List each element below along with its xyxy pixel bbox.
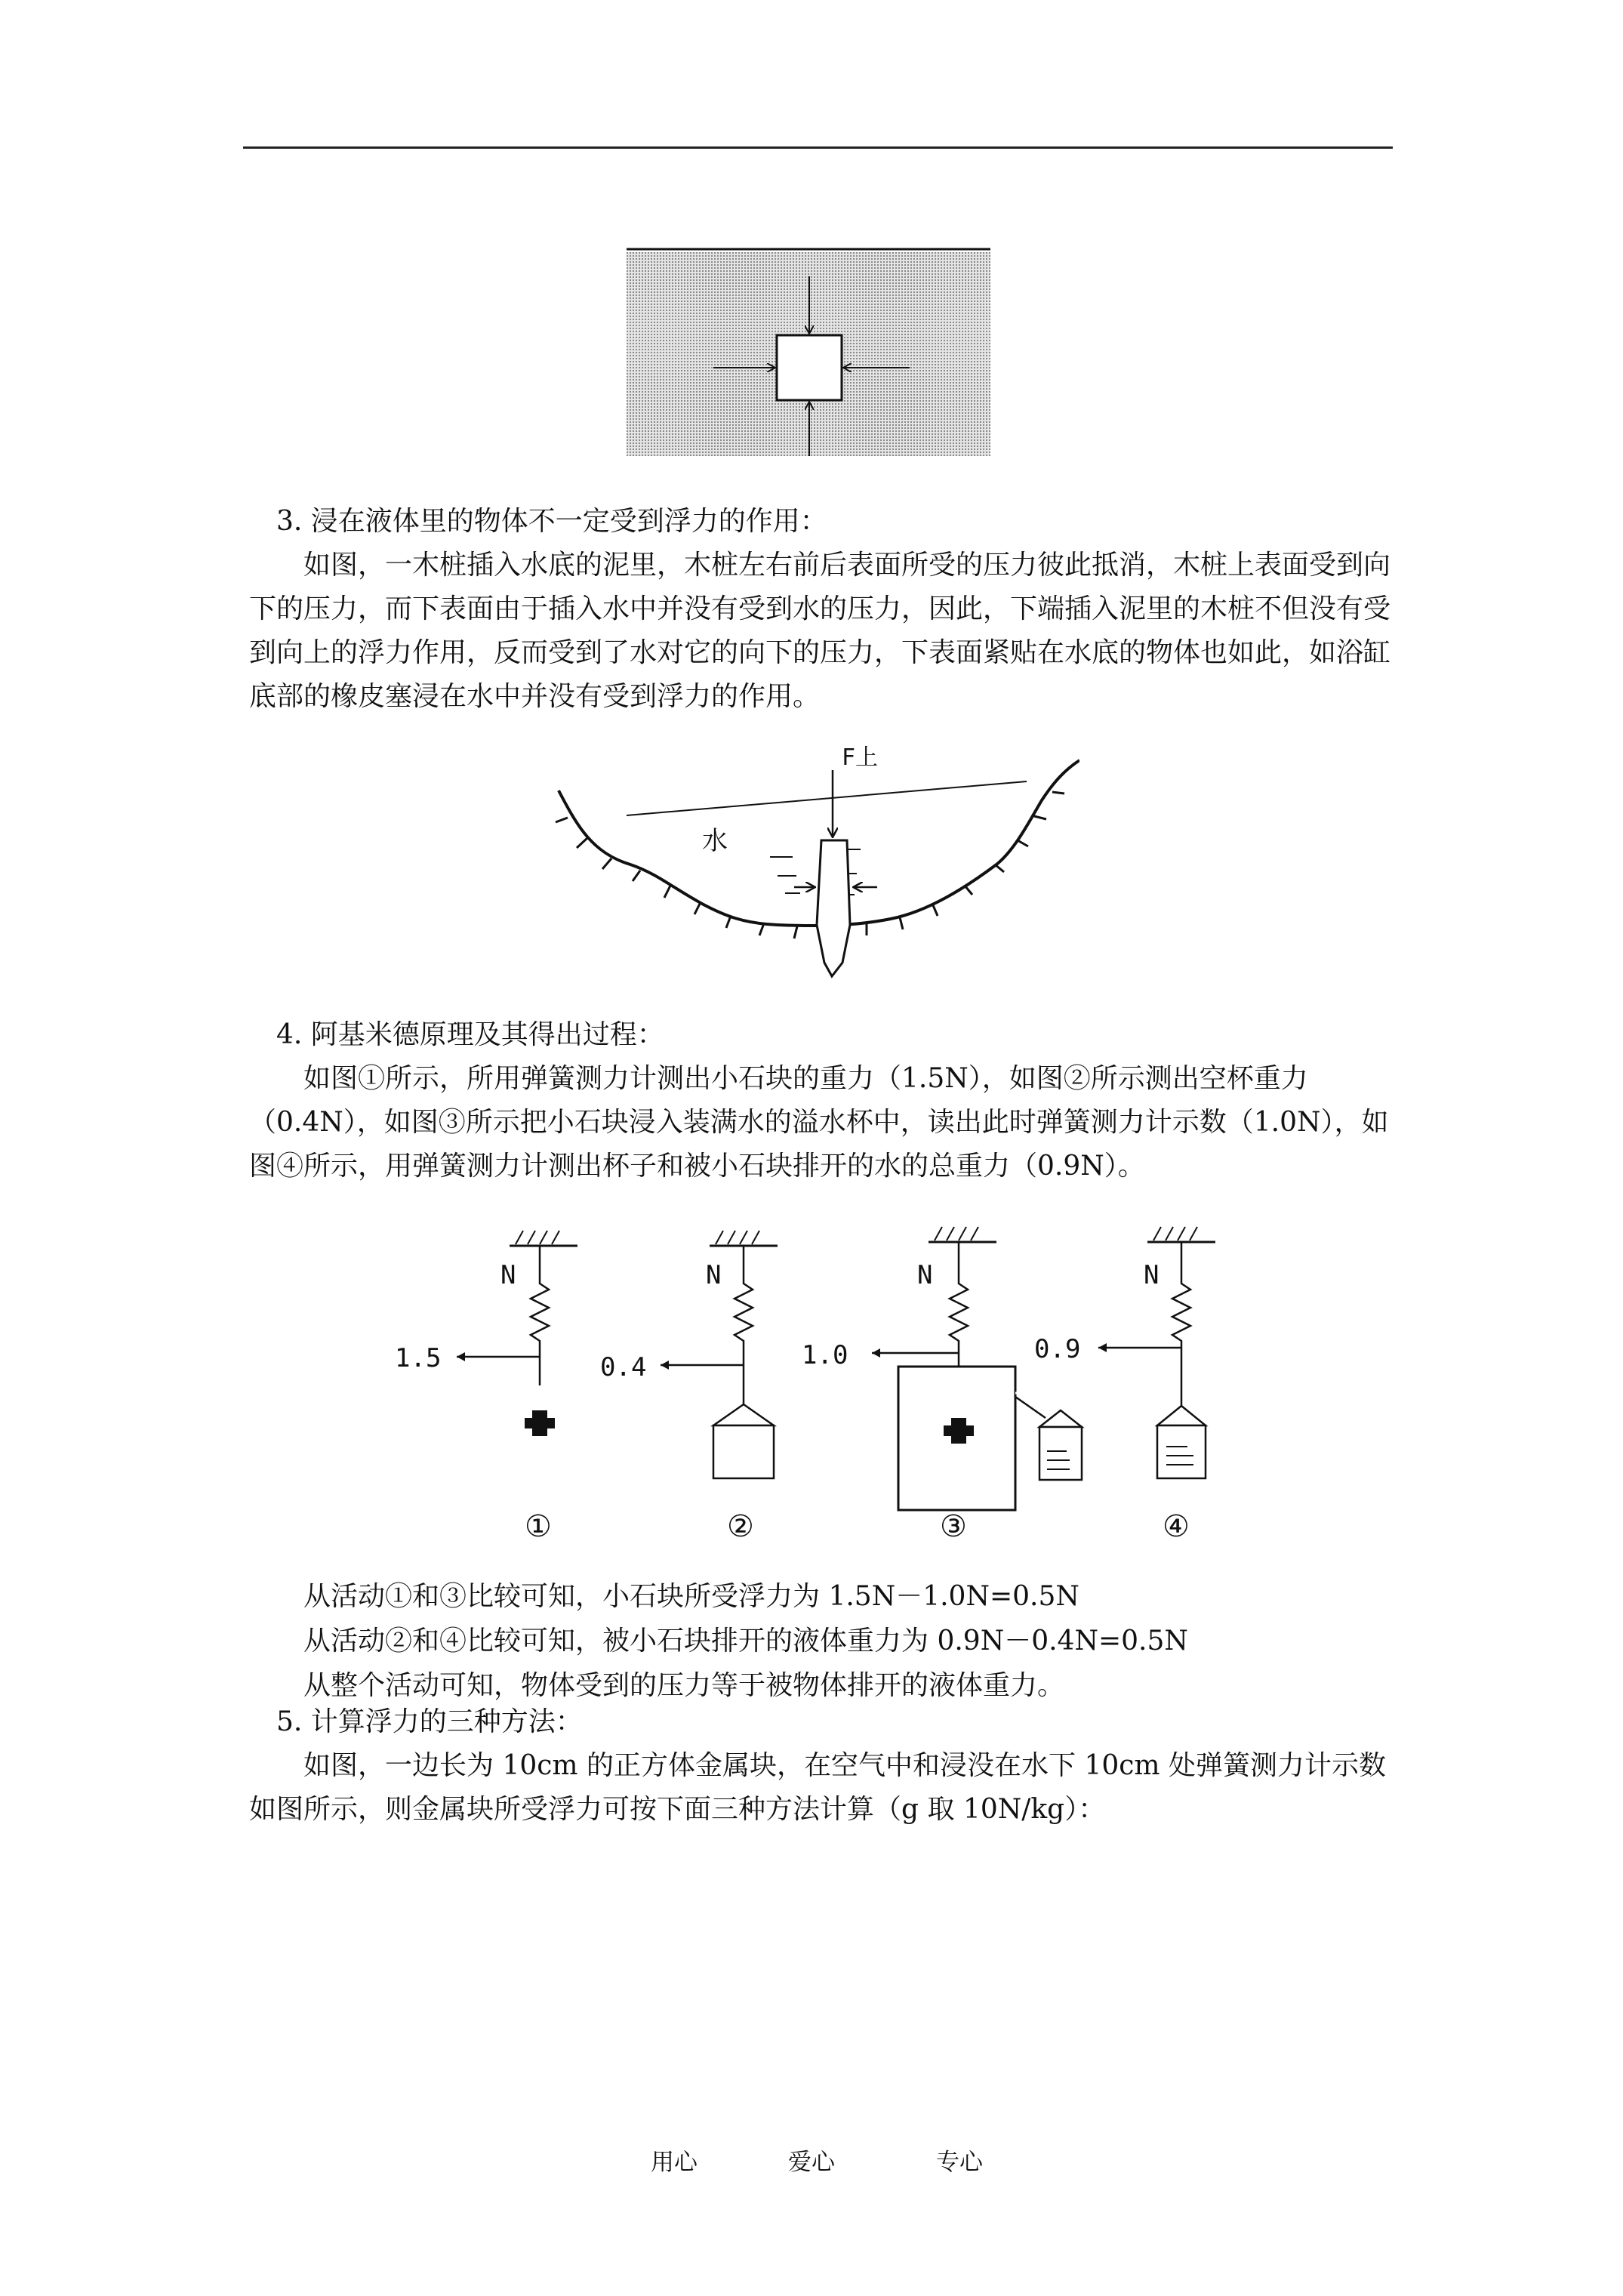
section4-body: 如图①所示，所用弹簧测力计测出小石块的重力（1.5N），如图②所示测出空杯重力（0.4N），如图③所示把小石块浸入装满水的溢水杯中，读出此时弹簧测力计示数（1.0N），如图④所示，用弹簧测力计测出杯子和被小石块排开的水的总重力（0.9N）。 bbox=[249, 1063, 1389, 1182]
reading-label: 1.0 bbox=[802, 1340, 848, 1370]
conclusion-1: 从活动①和③比较可知，小石块所受浮力为 1.5N－1.0N=0.5N bbox=[303, 1581, 1079, 1612]
empty-cup bbox=[713, 1425, 774, 1478]
section3-heading: 3. 浸在液体里的物体不一定受到浮力的作用： bbox=[276, 506, 827, 537]
spring-panel-1 bbox=[395, 1231, 577, 1544]
section3 bbox=[249, 500, 1397, 719]
footer-left: 用心 bbox=[651, 2149, 698, 2176]
spring-scale-figure bbox=[381, 1208, 1264, 1563]
section5-heading: 5. 计算浮力的三种方法： bbox=[276, 1706, 583, 1737]
panel-number: ① bbox=[525, 1509, 552, 1544]
stone bbox=[525, 1410, 555, 1436]
footer-middle: 爱心 bbox=[788, 2149, 835, 2176]
catch-cup bbox=[1039, 1427, 1082, 1480]
panel-number: ④ bbox=[1163, 1509, 1190, 1544]
water-surface bbox=[627, 781, 1027, 815]
spring-panel-4 bbox=[1034, 1227, 1215, 1544]
header-rule bbox=[243, 146, 1393, 149]
panel-number: ② bbox=[727, 1509, 754, 1544]
conclusion-3: 从整个活动可知，物体受到的压力等于被物体排开的液体重力。 bbox=[303, 1670, 1065, 1701]
panel-number: ③ bbox=[940, 1509, 967, 1544]
section5-body: 如图，一边长为 10cm 的正方体金属块，在空气中和浸没在水下 10cm 处弹簧测力计示数如图所示，则金属块所受浮力可按下面三种方法计算（g 取 10N/kg）： bbox=[249, 1750, 1386, 1825]
section4-heading: 4. 阿基米德原理及其得出过程： bbox=[276, 1019, 664, 1050]
section3-body: 如图，一木桩插入水底的泥里，木桩左右前后表面所受的压力彼此抵消，木桩上表面受到向下的压力，而下表面由于插入水中并没有受到水的压力，因此，下端插入泥里的木桩不但没有受到向上的浮力作用，反而受到了水对它的向下的压力，下表面紧贴在水底的物体也如此，如浴缸底部的橡皮塞浸在水中并没有受到浮力的作用。 bbox=[249, 550, 1391, 712]
section5 bbox=[249, 1700, 1397, 1832]
cube bbox=[777, 335, 842, 400]
reading-label: 0.4 bbox=[600, 1352, 647, 1382]
unit-label: N bbox=[706, 1260, 722, 1290]
wooden-pile bbox=[817, 840, 850, 976]
cup-with-water bbox=[1157, 1425, 1206, 1478]
footer-right: 专心 bbox=[936, 2149, 983, 2176]
spring-panel-2 bbox=[600, 1231, 778, 1544]
reading-label: 1.5 bbox=[395, 1343, 442, 1373]
conclusion-2: 从活动②和④比较可知，被小石块排开的液体重力为 0.9N－0.4N=0.5N bbox=[303, 1626, 1188, 1657]
cube-pressure-figure bbox=[627, 246, 996, 458]
unit-label: N bbox=[1144, 1260, 1160, 1290]
force-label: F上 bbox=[842, 744, 879, 771]
unit-label: N bbox=[500, 1260, 516, 1290]
pile-figure bbox=[551, 744, 1079, 993]
spring-panel-3 bbox=[802, 1227, 1082, 1544]
water-label: 水 bbox=[702, 826, 728, 856]
reading-label: 0.9 bbox=[1034, 1334, 1081, 1364]
section4 bbox=[249, 1013, 1397, 1188]
spout bbox=[1015, 1397, 1046, 1418]
unit-label: N bbox=[917, 1260, 933, 1290]
